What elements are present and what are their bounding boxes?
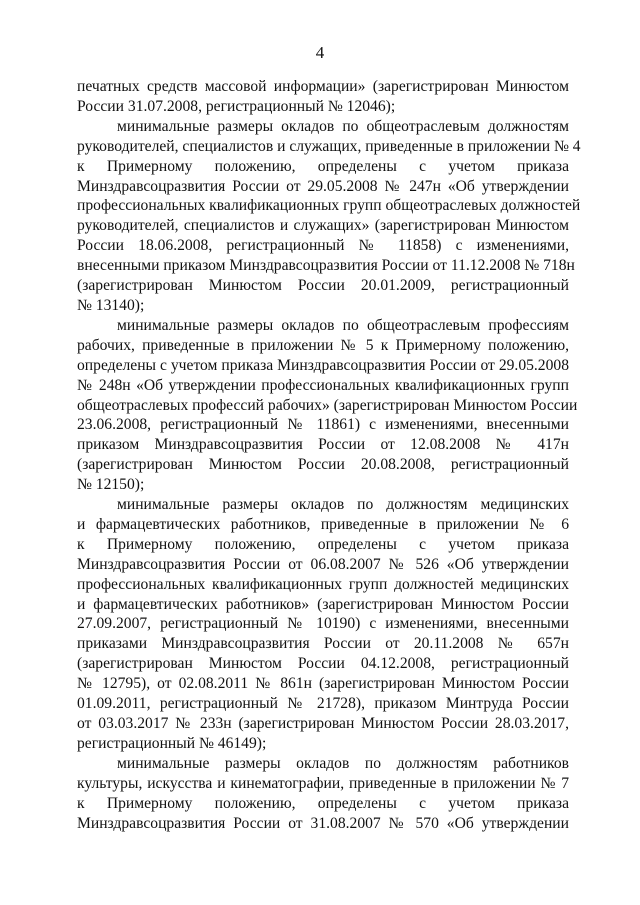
text-line: к Примерному положению, определены с учетом приказа xyxy=(77,157,569,175)
text-line: (зарегистрирован Минюстом России 04.12.2008, регистрационный xyxy=(77,655,569,673)
text-line: минимальные размеры окладов по должностям медицинских xyxy=(117,496,569,514)
text-line: № 13140); xyxy=(77,296,145,314)
text-line: Минздравсоцразвития России от 31.08.2007 № 570 «Об утверждении xyxy=(77,814,569,832)
text-line: внесенными приказом Минздравсоцразвития России от 11.12.2008 № 718н xyxy=(77,257,575,275)
page-number: 4 xyxy=(315,43,325,62)
text-line: № 12150); xyxy=(77,476,145,494)
text-line: профессиональных квалификационных групп общеотраслевых должностей xyxy=(77,197,581,215)
text-line: (зарегистрирован Минюстом России 20.08.2008, регистрационный xyxy=(77,456,569,474)
text-line: регистрационный № 46149); xyxy=(77,734,267,752)
text-line: минимальные размеры окладов по общеотраслевым должностям xyxy=(117,117,569,135)
text-line: № 248н «Об утверждении профессиональных квалификационных групп xyxy=(77,376,569,394)
document-body xyxy=(77,77,581,833)
text-line: профессиональных квалификационных групп должностей медицинских xyxy=(77,575,569,593)
text-line: печатных средств массовой информации» (зарегистрирован Минюстом xyxy=(77,78,569,95)
text-line: к Примерному положению, определены с учетом приказа xyxy=(77,794,569,812)
text-line: приказами Минздравсоцразвития России от 20.11.2008 № 657н xyxy=(77,635,569,653)
text-line: определены с учетом приказа Минздравсоцразвития России от 29.05.2008 xyxy=(77,356,569,374)
text-line: руководителей, специалистов и служащих, приведенные в приложении № 4 xyxy=(77,137,581,155)
text-line: от 03.03.2017 № 233н (зарегистрирован Минюстом России 28.03.2017, xyxy=(77,715,569,732)
text-line: рабочих, приведенные в приложении № 5 к Примерному положению, xyxy=(77,336,569,354)
paragraph-registration-continuation xyxy=(77,77,569,117)
text-line: 23.06.2008, регистрационный № 11861) с изменениями, внесенными xyxy=(77,416,569,434)
paragraph-appendix-5 xyxy=(77,316,578,495)
text-line: (зарегистрирован Минюстом России 20.01.2009, регистрационный xyxy=(77,277,569,295)
text-line: культуры, искусства и кинематографии, приведенные в приложении № 7 xyxy=(77,774,569,792)
text-line: минимальные размеры окладов по общеотраслевым профессиям xyxy=(117,316,569,334)
text-line: к Примерному положению, определены с учетом приказа xyxy=(77,535,569,553)
paragraph-appendix-4 xyxy=(77,117,581,316)
paragraph-appendix-6 xyxy=(77,495,569,754)
text-line: 27.09.2007, регистрационный № 10190) с изменениями, внесенными xyxy=(77,615,569,633)
text-line: Минздравсоцразвития России от 29.05.2008 № 247н «Об утверждении xyxy=(77,177,569,195)
text-line: и фармацевтических работников, приведенные в приложении № 6 xyxy=(77,515,569,533)
text-line: Минздравсоцразвития России от 06.08.2007 № 526 «Об утверждении xyxy=(77,555,569,573)
text-line: 01.09.2011, регистрационный № 21728), приказом Минтруда России xyxy=(77,695,569,713)
text-line: № 12795), от 02.08.2011 № 861н (зарегистрирован Минюстом России xyxy=(77,675,569,693)
text-line: и фармацевтических работников» (зарегистрирован Минюстом России xyxy=(77,595,569,613)
text-line: России 31.07.2008, регистрационный № 12046); xyxy=(77,97,396,115)
text-line: приказом Минздравсоцразвития России от 12.08.2008 № 417н xyxy=(77,436,569,454)
text-line: руководителей, специалистов и служащих» (зарегистрирован Минюстом xyxy=(77,217,569,235)
text-line: минимальные размеры окладов по должностям работников xyxy=(117,754,569,772)
paragraph-appendix-7 xyxy=(77,754,569,834)
text-line: общеотраслевых профессий рабочих» (зарегистрирован Минюстом России xyxy=(77,396,578,414)
text-line: России 18.06.2008, регистрационный № 11858) с изменениями, xyxy=(77,237,569,255)
